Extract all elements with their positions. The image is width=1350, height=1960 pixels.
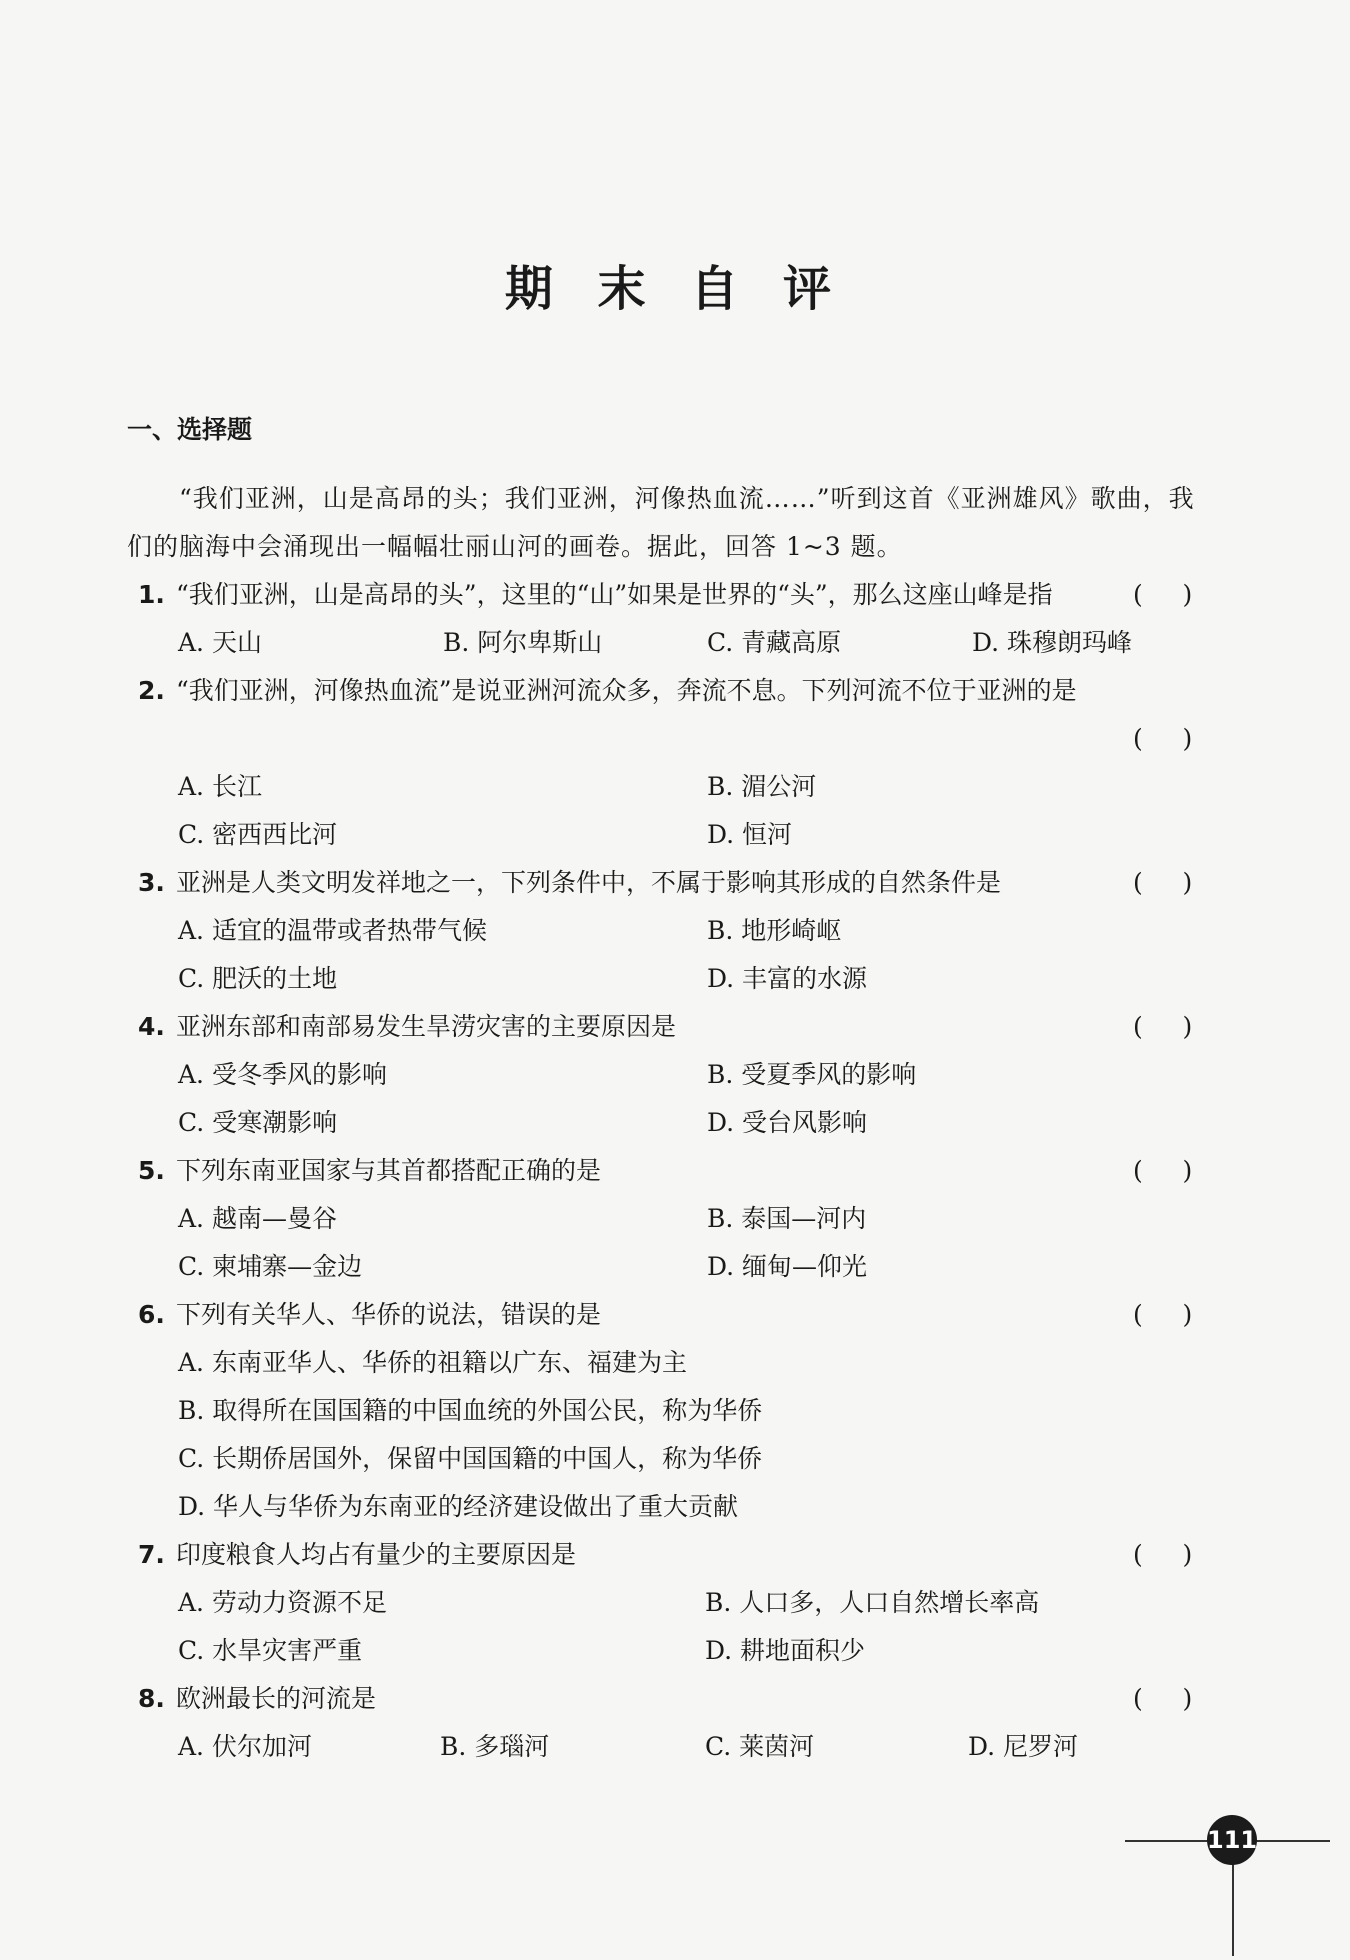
question-text: 下列有关华人、华侨的说法，错误的是	[176, 1300, 602, 1329]
question-text: “我们亚洲，河像热血流”是说亚洲河流众多，奔流不息。下列河流不位于亚洲的是	[176, 676, 1077, 705]
answer-blank: ( )	[1133, 1156, 1193, 1185]
option-c: C. 肥沃的土地	[178, 964, 338, 993]
option-c: C. 莱茵河	[705, 1732, 815, 1761]
option-b: B. 取得所在国国籍的中国血统的外国公民，称为华侨	[178, 1396, 763, 1425]
page-number-rule-vertical	[1232, 1856, 1234, 1956]
option-c: C. 柬埔寨—金边	[178, 1252, 363, 1281]
question-3: 3. 亚洲是人类文明发祥地之一，下列条件中，不属于影响其形成的自然条件是 ( )	[138, 863, 1213, 903]
intro-paragraph: “我们亚洲，山是高昂的头；我们亚洲，河像热血流……”听到这首《亚洲雄风》歌曲，我们的脑海中会涌现出一幅幅壮丽山河的画卷。据此，回答 1~3 题。	[127, 484, 1195, 561]
answer-blank: ( )	[1133, 1012, 1193, 1041]
question-4: 4. 亚洲东部和南部易发生旱涝灾害的主要原因是 ( )	[138, 1007, 1213, 1047]
answer-blank: ( )	[1133, 868, 1193, 897]
answer-blank: ( )	[1133, 724, 1193, 753]
page-number: 111	[1207, 1815, 1257, 1865]
question-8: 8. 欧洲最长的河流是 ( )	[138, 1679, 1213, 1719]
question-text: 下列东南亚国家与其首都搭配正确的是	[176, 1156, 602, 1185]
question-text: “我们亚洲，山是高昂的头”，这里的“山”如果是世界的“头”，那么这座山峰是指	[176, 580, 1053, 609]
question-text: 亚洲是人类文明发祥地之一，下列条件中，不属于影响其形成的自然条件是	[176, 868, 1002, 897]
option-c: C. 青藏高原	[707, 628, 842, 657]
option-a: A. 天山	[178, 628, 262, 657]
option-c: C. 长期侨居国外，保留中国国籍的中国人，称为华侨	[178, 1444, 763, 1473]
question-text: 欧洲最长的河流是	[176, 1684, 377, 1713]
option-d: D. 受台风影响	[707, 1108, 868, 1137]
question-6: 6. 下列有关华人、华侨的说法，错误的是 ( )	[138, 1295, 1213, 1335]
answer-blank: ( )	[1133, 1300, 1193, 1329]
option-b: B. 泰国—河内	[707, 1204, 867, 1233]
option-d: D. 耕地面积少	[705, 1636, 866, 1665]
option-a: A. 越南—曼谷	[178, 1204, 337, 1233]
question-1: 1. “我们亚洲，山是高昂的头”，这里的“山”如果是世界的“头”，那么这座山峰是指 ( )	[138, 575, 1213, 615]
answer-blank: ( )	[1133, 580, 1193, 609]
question-text: 亚洲东部和南部易发生旱涝灾害的主要原因是	[176, 1012, 677, 1041]
option-b: B. 湄公河	[707, 772, 817, 801]
section-heading: 一、选择题	[127, 415, 253, 444]
option-a: A. 伏尔加河	[178, 1732, 312, 1761]
answer-blank: ( )	[1133, 1684, 1193, 1713]
option-c: C. 密西西比河	[178, 820, 338, 849]
option-a: A. 东南亚华人、华侨的祖籍以广东、福建为主	[178, 1348, 687, 1377]
option-a: A. 适宜的温带或者热带气候	[178, 916, 487, 945]
option-b: B. 人口多，人口自然增长率高	[705, 1588, 1040, 1617]
option-c: C. 水旱灾害严重	[178, 1636, 363, 1665]
question-2: 2. “我们亚洲，河像热血流”是说亚洲河流众多，奔流不息。下列河流不位于亚洲的是	[138, 676, 1077, 705]
option-d: D. 缅甸—仰光	[707, 1252, 868, 1281]
option-a: A. 劳动力资源不足	[178, 1588, 387, 1617]
option-d: D. 恒河	[707, 820, 793, 849]
option-b: B. 受夏季风的影响	[707, 1060, 917, 1089]
option-b: B. 地形崎岖	[707, 916, 842, 945]
option-d: D. 珠穆朗玛峰	[972, 628, 1133, 657]
option-c: C. 受寒潮影响	[178, 1108, 338, 1137]
option-b: B. 阿尔卑斯山	[443, 628, 603, 657]
page-title: 期 末 自 评	[504, 261, 846, 317]
option-b: B. 多瑙河	[440, 1732, 550, 1761]
answer-blank: ( )	[1133, 1540, 1193, 1569]
option-a: A. 受冬季风的影响	[178, 1060, 387, 1089]
question-7: 7. 印度粮食人均占有量少的主要原因是 ( )	[138, 1535, 1213, 1575]
question-5: 5. 下列东南亚国家与其首都搭配正确的是 ( )	[138, 1151, 1213, 1191]
question-text: 印度粮食人均占有量少的主要原因是	[176, 1540, 577, 1569]
option-d: D. 尼罗河	[968, 1732, 1079, 1761]
option-d: D. 丰富的水源	[707, 964, 868, 993]
option-a: A. 长江	[178, 772, 262, 801]
option-d: D. 华人与华侨为东南亚的经济建设做出了重大贡献	[178, 1492, 739, 1521]
